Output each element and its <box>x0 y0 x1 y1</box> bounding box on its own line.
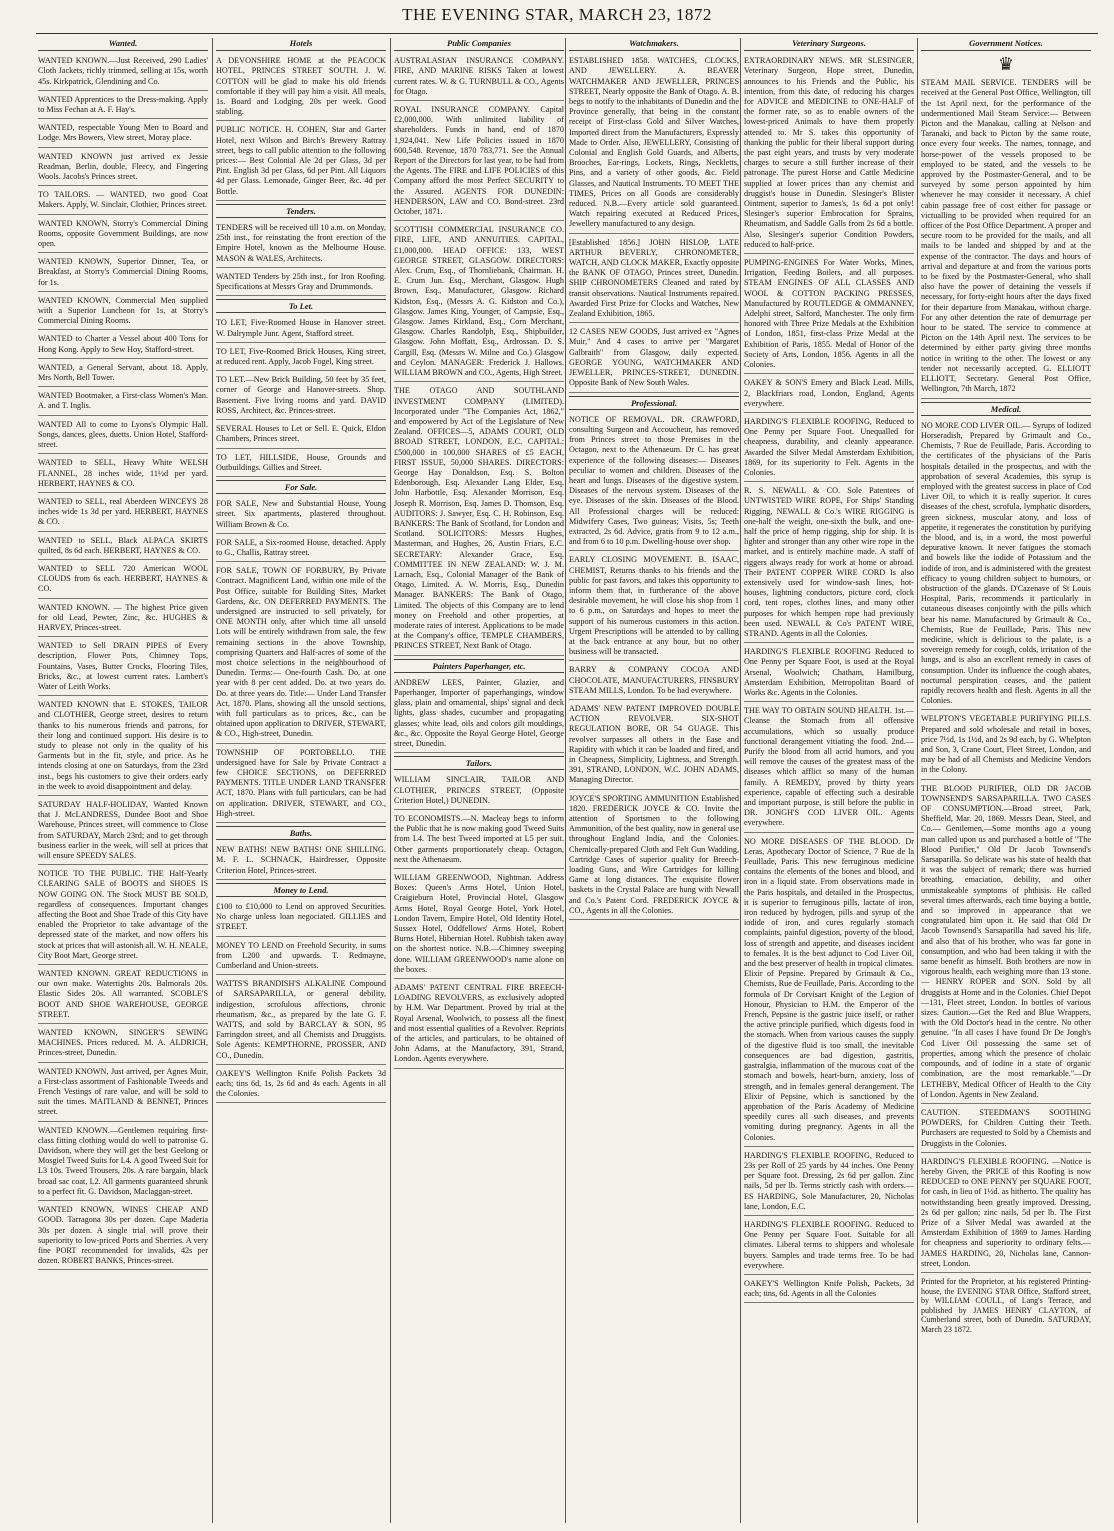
advertisement: TENDERS will be received till 10 a.m. on Monday, 25th inst., for reinstating the front erection of the Empire Hotel, known as the Melbourne House. MASON & WALES, Architects. <box>216 221 386 268</box>
advertisement: TO TAILORS. — WANTED, two good Coat Makers. Apply, W. Sinclair, Clothier, Princes street. <box>38 188 208 214</box>
advertisement: TO LET, HILLSIDE, House, Grounds and Outbuildings. Gillies and Street. <box>216 451 386 477</box>
advertisement: SEVERAL Houses to Let or Sell. E. Quick, Eldon Chambers, Princes street. <box>216 422 386 448</box>
advertisement: WANTED to SELL, Black ALPACA SKIRTS quilted, 8s 6d each. HERBERT, HAYNES & CO. <box>38 534 208 560</box>
advertisement: FOR SALE, TOWN OF FORBURY, By Private Contract. Magnificent Land, within one mile of the Post Office, suitable for Building Sites, Market Gardens, &c. ON DEFERRED PAYMENTS. The undersigned are instructed to sell privately, for ONE MONTH only, after which time all unsold Lots will be entirely withdrawn from sale, the few remaining sections in the above Township, comprising Quarters and Half-acres of some of the most choice selections in the neighbourhood of Dunedin. Terms:— One-fourth Cash. Do. at one year with 8 per cent added. Do. at two years do. Do. at three years do. Title:— Under Land Transfer Act, 1870. Plans, showing all the unsold sections, with full particulars as to prices, &c., can be obtained upon application to DRIVER, STEWART, & CO., High-street, Dunedin. <box>216 564 386 743</box>
advertisement: [Established 1856.] JOHN HISLOP, LATE ARTHUR BEVERLY, CHRONOMETER, WATCH, AND CLOCK MAKER, Exactly opposite the BANK OF OTAGO, Princes street, Dunedin. SHIP CHRONOMETERS Cleaned and rated by transit observations. Nautical Instruments repaired. Awarded First Prize for Clocks and Watches, New Zealand Exhibition, 1865. <box>569 236 739 324</box>
advertisement: ADAMS' PATENT CENTRAL FIRE BREECH-LOADING REVOLVERS, as exclusively adopted by H.M. War Department. Proved by trial at the Royal Arsenal, Woolwich, to possess all the finest and most essential qualities of a Revolver. Reprints of the articles, and particulars, to be obtained of John Adams, at the Manufactory, 391, Strand, London. Agents everywhere. <box>394 981 564 1069</box>
advertisement: WILLIAM GREENWOOD, Nightman. Address Boxes: Queen's Arms Hotel, Union Hotel, Craigieburn Hotel, Provincial Hotel, Glasgow Arms Hotel, Royal George Hotel, York Hotel, London Tavern, Empire Hotel, Old Identity Hotel, Sussex Hotel, Oddfellows' Arms Hotel, Robert Burns Hotel, Hibernian Hotel. Rubbish taken away on the shortest notice. N.B.—Chimney sweeping done. WILLIAM GREENWOOD's name alone on the boxes. <box>394 871 564 979</box>
advertisement: ESTABLISHED 1858. WATCHES, CLOCKS, AND JEWELLERY. A. BEAVER WATCHMAKER AND JEWELLER, PRINCES STREET, Nearly opposite the Bank of Otago. A. B. begs to notify to the inhabitants of Dunedin and the Province generally, that being in the constant receipt of First-class Gold and Silver Watches, Imported direct from the Manufacturers, Expressly Made to Order. Also, JEWELLERY, Consisting of Colonial and English Gold Guards, and Alberts, Brooches, Ear-rings, Lockets, Rings, Neckletts, Pins, and a variety of other goods, &c. Field Glasses, and Nautical Instruments. TO MEET THE TIMES, Prices on all Goods are considerably reduced. N.B.—Every article sold guaranteed. Watch repairing executed at Reduced Prices, Jewellery manufactured to any design. <box>569 54 739 233</box>
advertisement: CAUTION. STEEDMAN'S SOOTHING POWDERS, for Children Cutting their Teeth. Purchasers are requested to Sold by a Chemists and Druggists in the Colonies. <box>921 1106 1091 1153</box>
advertisement: WANTED KNOWN that E. STOKES, TAILOR and CLOTHIER, George street, desires to return thanks to his numerous friends and patrons, for their long and continued support. His desire is to study to please not only in the quality of his Garments but in the fit, style, and price. As he intends closing at one on Saturdays, from the 23rd inst., begs his customers to give their orders early in the week to avoid disappointment and delay. <box>38 698 208 796</box>
advertisement: ANDREW LEES, Painter, Glazier, and Paperhanger, Importer of paperhangings, window glass, plain and ornamental, ships' signal and deck lights, glass shades, cucumber and propagating glasses; white lead, oils and colors gilt mouldings, &c., &c. Opposite the Royal George Hotel, George street, Dunedin. <box>394 676 564 753</box>
advertisement: THE BLOOD PURIFIER, OLD DR JACOB TOWNSEND'S SARSAPARILLA. TWO CASES OF CONSUMPTION.—Broad street, Park, Sheffield, Mar. 20, 1869. Messrs Dean, Steel, and Co.— Gentlemen,—Some months ago a young man called upon us and purchased a bottle of "The Blood Purifier," Old Dr Jacob Townsend's Sarsaparilla. So delicate was his state of health that it was the subject of remark; there was hurried breathing, emaciation, debility, and other unmistakeable symptoms of phthisis. He called several times afterwards, each time buying a bottle, and so improved in appearance that we congratulated him upon it. He said that Old Dr Jacob Townsend's Sarsaparilla had saved his life, and also that of his brother, who was far gone in consumption, and who had been taking it with the same benefit as himself. Both brothers are now in vigorous health, each weighing more than 13 stone.— HENRY ROPER and SON. Sold by all druggists at Home and in the Colonies. Chief Depot—131, Fleet street, London. In bottles of various sizes. Caution.—Get the Red and Blue Wrappers, with the Old Doctor's head in the centre. No other genuine. "In all cases I have found Dr De Jongh's Cod Liver Oil possessing the same set of properties, among which the presence of cholaic compounds, and of iodine in a state of organic combination, are the most remarkable."—Dr LETHEBY, Medical Officer of Health to the City of London. Agents in New Zealand. <box>921 782 1091 1104</box>
advertisement: £100 to £10,000 to Lend on approved Securities. No charge unless loan negociated. GILLIES and STREET. <box>216 900 386 937</box>
advertisement: WANTED KNOWN, SINGER'S SEWING MACHINES. Prices reduced. M. A. ALDRICH, Princes-street, Dunedin. <box>38 1026 208 1063</box>
advertisement: NOTICE TO THE PUBLIC. THE Half-Yearly CLEARING SALE of BOOTS and SHOES IS NOW GOING ON. The Stock MUST BE SOLD, regardless of consequences. Important changes affecting the Boot and Shoe Trade of this City have enabled the Proprietor to take advantage of the depressed state of the market, and now offers his stock at prices that will astonish all. W. H. NEALE, City Boot Mart, George street. <box>38 867 208 965</box>
printer-imprint: Printed for the Proprietor, at his registered Printing-house, the EVENING STAR Office, Stafford street, by WILLIAM COULL, of Lang's Terrace, and published by JAMES HENRY CLAYTON, of Cumberland street, both of Dunedin. SATURDAY, March 23 1872. <box>921 1276 1091 1334</box>
advertisement: HARDING'S FLEXIBLE ROOFING, Reduced to One Penny per Square Foot. Unequalled for cheapness, durability, and cleanly appearance. Awarded the Silver Medal Amsterdam Exhibition, 1869, for its superiority to Felt. Agents in the Colonies. <box>744 415 914 482</box>
advertisement: WANTED All to come to Lyons's Olympic Hall. Songs, dances, glees, duetts. Union Hotel, Stafford-street. <box>38 418 208 455</box>
advertisement: JOYCE'S SPORTING AMMUNITION Established 1820. FREDERICK JOYCE & CO. Invite the attention of Sportsmen to the following Ammunition, of the best quality, now in general use throughout England India, and the Colonies. Chemically-prepared Cloth and Felt Gun Wadding, Cartridge Cases of superior quality for Breech-loading Guns, and Wire Cartridges for killing Game at long distances. The exquisite flower baskets in the Crystal Palace are hung with Newall and Co.'s Patent Cord. FREDERICK JOYCE & CO., Agents in all the Colonies. <box>569 792 739 920</box>
section-heading: For Sale. <box>216 480 386 494</box>
advertisement: NOTICE OF REMOVAL. DR. CRAWFORD, consulting Surgeon and Accoucheur, has removed from Princes street to those Premises in the Octagon, next to the Athenaeum. Dr C. has great experience of the following diseases:— Diseases peculiar to women and children. Diseases of the heart and lungs. Diseases of the digestive system. Diseases of the nervous system. Diseases of the eye. Diseases of the skin. Diseases of the Blood. All Professional charges will be reduced: Midwifery Cases, Two guineas; Visits, 5s; Teeth extracted, 2s 6d. Advice, gratis from 9 to 12 a.m., and from 6 to 10 p.m. Dwelling-house over shop. <box>569 413 739 552</box>
advertisement: WANTED KNOWN, Superior Dinner, Tea, or Breakfast, at Storry's Commercial Dining Rooms, for 1s. <box>38 255 208 292</box>
advertisement: PUBLIC NOTICE. H. COHEN, Star and Garter Hotel, next Wilson and Birch's Brewery Rattray street, begs to call public attention to the following prices:— Best Colonial Ale 2d per Glass, 3d per Pint. English 3d per Glass, 6d per Pint. All Liquors 4d per Glass. Lemonade, Ginger Beer, &c. 4d per Bottle. <box>216 123 386 200</box>
advertisement: WANTED to Charter a Vessel about 400 Tons for Hong Kong. Apply to Sew Hoy, Stafford-street. <box>38 332 208 358</box>
column-divider <box>390 38 391 1523</box>
advertisement: OAKEY'S Wellington Knife Polish, Packets, 3d each; tins, 6d. Agents in all the Colonies <box>744 1277 914 1303</box>
advertisement: WANTED to SELL, real Aberdeen WINCEYS 28 inches wide 1s 3d per yard. HERBERT, HAYNES & CO. <box>38 495 208 532</box>
advertisement: NO MORE COD LIVER OIL.— Syrups of Iodized Horseradish, Prepared by Grimault and Co., Chemists, 7 Rue de Feuillade, Paris. According to the certificates of the physicians of the Paris hospitals detailed in the prospectus, and with the approbation of several Academies, this syrup is employed with the greatest success in place of Cod Liver Oil, to which it is really superior. It cures diseases of the chest, scrofula, lymphatic disorders, green sickness, muscular atony, and loss of appetite, it regenerates the constitution by purifying the blood, and is, in a word, the most powerful depurative known. It never fatigues the stomach and bowels like the iodide of Potassium and the iodide of iron, and is administered with the greatest efficacy to young children subject to humours, or obstruction of the glands. D'Cazenave of St Louis Hospital, Paris, recommends it particularly in cutaneous diseases conjointly with the pills which bear his name. Manufactured by Grimault & Co., Chemists, Rue de Feuillade, Paris. This new medicine, which is delicious to the palate, is a sovereign remedy for cough, colds, irritation of the lungs, and is also an excellent remedy in cases of consumption. Under its influence the cough abates, nocturnal perspiration ceases, and the patient rapidly recovers health and flesh. Agents in all the Colonies. <box>921 419 1091 711</box>
column-heading: Government Notices. <box>921 38 1091 51</box>
section-heading: Painters Paperhanger, etc. <box>394 659 564 673</box>
advertisement: WANTED KNOWN.—Gentlemen requiring first-class fitting clothing would do well to patronise G. Davidson, where they will get the best Geelong or Mosgiel Tweed Suits for L4. A good Tweed Suit for L3 10s. Tweed Trousers, 20s. A rare bargain, black broad sac coat, L2. All garments guaranteed shrunk to a perfect fit. G. Davidson, Maclaggan-street. <box>38 1124 208 1201</box>
section-heading: Tenders. <box>216 204 386 218</box>
column-heading: Public Companies <box>394 38 564 51</box>
advertisement: OAKEY'S Wellington Knife Polish Packets 3d each; tins 6d, 1s, 2s 6d and 4s each. Agents in all the Colonies. <box>216 1067 386 1104</box>
advertisement: 12 CASES NEW GOODS, Just arrived ex "Agnes Muir," And 4 cases to arrive per "Margaret Galbraith" from Glasgow, daily expected. GEORGE YOUNG, WATCHMAKER AND JEWELLER, PRINCES-STREET, DUNEDIN. Opposite Bank of New South Wales. <box>569 325 739 392</box>
advertisement: TO LET, Five-Roomed House in Hanover street. W. Dalrymple Junr. Agent, Stafford street. <box>216 316 386 342</box>
advertisement: TOWNSHIP OF PORTOBELLO. THE undersigned have for Sale by Private Contract a few CHOICE SECTIONS, on DEFERRED PAYMENTS. TITLE UNDER LAND TRANSFER ACT, 1870. Plans with full particulars, can be had on application. DRIVER, STEWART, and CO., High-street. <box>216 746 386 823</box>
advertisement: WANTED Tenders by 25th inst., for Iron Roofing. Specifications at Messrs Gray and Drummonds. <box>216 270 386 296</box>
advertisement: THE WAY TO OBTAIN SOUND HEALTH. 1st.—Cleanse the Stomach from all offensive accumulations, which so usually produce functional derangement vitiating the food. 2nd.—Purify the blood from all acrid humors, and you will remove the causes of the greatest mass of the diseases which afflict so many of the human family. A REMEDY, proved by thirty years experience, capable of effecting such a desirable and important purpose, is still before the public in DR. JONGH'S COD LIVER OIL. Agents everywhere. <box>744 704 914 832</box>
advertisement: WANTED KNOWN. GREAT REDUCTIONS in our own make. Watertights 20s. Balmorals 20s. Elastic Sides 20s. All warranted. SCOBLE'S BOOT AND SHOE WAREHOUSE, GEORGE STREET. <box>38 967 208 1024</box>
advertisement: HARDING'S FLEXIBLE ROOFING Reduced to One Penny per Square Foot, is used at the Royal Arsenal, Woolwich; Chatham, Hamilburg, Amsterdam Exhibition, Metropolitan Board of Works &c. Agents in the Colonies. <box>744 645 914 702</box>
column-veterinary-surgeons <box>744 38 914 1523</box>
advertisement: ROYAL INSURANCE COMPANY. Capital £2,000,000. With unlimited liability of shareholders. Funds in hand, end of 1870 1,924,041. New Life Policies issued in 1870 600,548. Revenue, 1870 783,771. See the Annual Report of the Directors for last year, to be had from the Agents. The FIRE and LIFE POLICIES of this Company afford the most Perfect SECURITY to the Assured. AGENTS FOR DUNEDIN: HENDERSON, LAW and CO. Bond-street. 23rd October, 1871. <box>394 103 564 221</box>
advertisement: WELPTON'S VEGETABLE PURIFYING PILLS. Prepared and sold wholesale and retail in boxes, price 7½d, 1s 1½d, and 2s 9d each, by G. Whelpton and Son, 3, Crane Court, Fleet Street, London, and may be had of all Chemists and Medicine Vendors in the Colony. <box>921 712 1091 779</box>
advertisement: R. S. NEWALL & CO. Sole Patentees of UNTWISTED WIRE ROPE, For Ships' Standing Rigging, NEWALL & Co.'s WIRE RIGGING is one-half the weight, one-sixth the bulk, and one-half the price of hemp rigging, ship for ship. It is lighter and stronger than any other wire rope in the market, and is entirely machine made. A staff of riggers always ready for work at home or abroad. Their PATENT COPPER WIRE CORD Is also extensively used for window-sash lines, hot-houses, lightning conductors, picture cord, clock cord, tent ropes, clothes lines, and many other purposes for which hempen rope had previously been used. NEWALL & Co's PATENT WIRE, STRAND. Agents in all the Colonies. <box>744 484 914 643</box>
column-heading: Watchmakers. <box>569 38 739 51</box>
advertisement: WANTED Bootmaker, a First-class Women's Man. A. and T. Inglis. <box>38 389 208 415</box>
advertisement: TO LET.—New Brick Building, 50 feet by 35 feet, corner of George and Hanover-streets. Shop. Basement. Five living rooms and yard. DAVID ROSS, Architect, &c. Princes-street. <box>216 373 386 420</box>
advertisement: TO ECONOMISTS.—N. Macleay begs to inform the Public that he is now making good Tweed Suits from L4. The best Tweed imported at L5 per suit. Other garments proportionately cheap. Octagon, next the Athenaeum. <box>394 812 564 869</box>
advertisement: PUMPING-ENGINES For Water Works, Mines, Irrigation, Feeding Boilers, and all purposes. STEAM ENGINES OF ALL CLASSES AND WOOL & COTTON PACKING PRESSES, Manufactured by ROUTLEDGE & OMMANNEY, Adelphi street, Salford, Manchester. The only firm honored with Three Prize Medals at the Exhibition of London, 1851, first-class Prize Medal at the Exhibition of Paris, 1855. Medal of Honor of the Society of Arts, London, 1856. Agents in all the Colonies. <box>744 256 914 374</box>
section-heading: To Let. <box>216 299 386 313</box>
column-government-notices <box>921 38 1091 1523</box>
advertisement: TO LET, Five-Roomed Brick Houses, King street, at reduced rent. Apply, Jacob Fogel, King street. <box>216 345 386 371</box>
advertisement: EARLY CLOSING MOVEMENT. B. ISAAC, CHEMIST, Returns thanks to his friends and the public for past favors, and takes this opportunity to inform them that, in furtherance of the above desirable movement, he will close his shop from 1 to 6 p.m., on Saturdays and hopes to meet the support of his numerous customers in this action. Urgent Prescriptions will be attended to by calling at the back entrance at any hour, but no other business will be transacted. <box>569 553 739 661</box>
advertisement: SCOTTISH COMMERCIAL INSURANCE CO. FIRE, LIFE, AND ANNUITIES. CAPITAL, £1,000,000. HEAD OFFICE: 133, WEST GEORGE STREET, GLASGOW. DIRECTORS: Alex. Crum, Esq., of Thornliebank, Chairman. H. E. Crum Jun. Esq., Merchant, Glasgow. Hugh Brown, Esq., Manufacturer, Glasgow. Richard Kidston, Esq., (Messrs A. G. Kidston and Co.), Glasgow. James King, Younger, of Campsie, Esq., Glasgow. James Kirkland, Esq., Corn Merchant, Glasgow. Charles Randolph, Esq., Shipbuilder, Glasgow. John Moffatt, Esq., Ardrossan. D. S. Cargill, Esq. (Messrs W. Milne and Co.) Glasgow and Ceylon. MANAGER: Frederick J. Hallows. WILLIAM BROWN and CO., Agents, High Street. <box>394 223 564 382</box>
advertisement: WANTED to SELL 720 American WOOL CLOUDS from 6s each. HERBERT, HAYNES & CO. <box>38 562 208 599</box>
advertisement: EXTRAORDINARY NEWS. MR SLESINGER, Veterinary Surgeon, Hope street, Dunedin, announces to his Friends and the Public, his intention, from this date, of reducing his charges for ADVICE and MEDICINE to ONE-HALF of the former rate, so as to enable owners of the lowest-priced Animals to have them properly attended to. Mr S. takes this opportunity of thanking the public for their liberal support during the past eight years, and trusts by very moderate charges to secure a still further increase of their patronage. The purest Horse and Cattle Medicine supplied at lower prices than any chemist and druggist's house in Dunedin. Slesinger's Blister Ointment, superior to James's, 1s 6d a pot only! Slesinger's superior Embrocation for Sprains, Rheumatism, and Saddle Galls from 2s 6d a bottle. Also, Slesinger's superior Condition Powders, reduced to half-price. <box>744 54 914 254</box>
section-heading: Baths. <box>216 826 386 840</box>
column-divider <box>565 38 566 1523</box>
advertisement: MONEY TO LEND on Freehold Security, in sums from L200 and upwards. T. Redmayne, Cumberland and Union-streets. <box>216 939 386 976</box>
masthead-title: THE EVENING STAR, MARCH 23, 1872 <box>402 5 712 24</box>
advertisement: WANTED, respectable Young Men to Board and Lodge. Mrs Bowers, View street, Moray place. <box>38 121 208 147</box>
column-watchmakers <box>569 38 739 1523</box>
advertisement: OAKEY & SON'S Emery and Black Lead. Mills, 2, Blackfriars road, London, England, Agents everywhere. <box>744 376 914 413</box>
advertisement: WANTED KNOWN, Commercial Men supplied with a Superior Luncheon for 1s, at Storry's Commercial Dining Rooms. <box>38 294 208 331</box>
advertisement: HARDING'S FLEXIBLE ROOFING, Reduced to 23s per Roll of 25 yards by 44 inches. One Penny per Square foot. Dressing, 2s 6d per gallon. Zinc nails, 5d per lb. Terms strictly cash with orders.— ES HARDING, Sole Manufacturer, 20, Nicholas lane, London, E.C. <box>744 1149 914 1216</box>
column-heading: Veterinary Surgeons. <box>744 38 914 51</box>
column-heading: Hotels <box>216 38 386 51</box>
advertisement: THE OTAGO AND SOUTHLAND INVESTMENT COMPANY (LIMITED). Incorporated under "The Companies Act, 1862," and empowered by Act of the Legislature of New Zealand. OFFICES—5, ADAMS COURT, OLD BROAD STREET, LONDON, E.C. CAPITAL: £500,000 in 100,000 SHARES of £5 EACH, FIRST ISSUE, 50,000 SHARES. DIRECTORS: George Hay Donaldson, Esq. S. Bolton Edenborough, Esq. Alexander Lang Elder, Esq. John Harbottle, Esq. Alexander Morrison, Esq. Joseph R. Morrison, Esq. James D. Thomson, Esq. AUDITORS: J. Sawyer, Esq. C. H. Robinson, Esq. BANKERS: The Bank of Scotland, for London and Scotland. SOLICITORS: Messrs Hughes, Masterman, and Hughes, 26, Austin Friars, E.C. SECRETARY: Alexander Grace, Esq. COMMITTEE IN NEW ZEALAND: W. J. M. Larnach, Esq., Colonial Manager of the Bank of Otago, Limited. A. W. Morris, Esq., Dunedin Manager. BANKERS: The Bank of Otago, Limited. The objects of this Company are to lend money on Freehold and other properties, at moderate rates of interest. Applications to be made at the Company's office, TEMPLE CHAMBERS, PRINCES STREET, Next Bank of Otago. <box>394 384 564 655</box>
column-divider <box>917 38 918 1523</box>
advertisement: NEW BATHS! NEW BATHS! ONE SHILLING. M. F. L. SCHNACK, Hairdresser, Opposite Criterion Hotel, Princes-street. <box>216 843 386 880</box>
advertisement: WANTED KNOWN just arrived ex Jessie Readman, Berlin, double, Fleecy, and Fingering Wools. Jacobs's Princes street. <box>38 150 208 187</box>
masthead-rule <box>36 33 1098 34</box>
advertisement: WILLIAM SINCLAIR, TAILOR AND CLOTHIER, PRINCES STREET, (Opposite Criterion Hotel,) DUNEDIN. <box>394 773 564 810</box>
advertisement: SATURDAY HALF-HOLIDAY, Wanted Known that J. McLANDRESS, Dundee Boot and Shoe Warehouse, Princes street, will commence to Close from SATURDAY, March 23rd; and to get through business earlier in the week, will sell at prices that will ensure SPEEDY SALES. <box>38 798 208 865</box>
advertisement: HARDING'S FLEXIBLE ROOFING. Reduced to One Penny per Square Foot. Suitable for all climates. Liberal terms to shippers and wholesale buyers. Samples and trade terms free. To be had everywhere. <box>744 1218 914 1275</box>
section-heading: Medical. <box>921 402 1091 416</box>
advertisement: WANTED KNOWN, Just arrived, per Agnes Muir, a First-class assortment of Fashionable Tweeds and French Vestings of rare value, and will be sold to suit the times. MAITLAND & BENNET, Princes street. <box>38 1065 208 1122</box>
advertisement: WANTED KNOWN. — The highest Price given for old Lead, Pewter, Zinc, &c. HUGHES & HARVEY, Princes-street. <box>38 601 208 638</box>
column-divider <box>212 38 213 1523</box>
section-heading: Money to Lend. <box>216 883 386 897</box>
advertisement: WANTED KNOWN, Storry's Commercial Dining Rooms, opposite Government Buildings, are now open. <box>38 217 208 254</box>
advertisement: WANTED Apprentices to the Dress-making. Apply to Miss Fechan at A. F. Hay's. <box>38 93 208 119</box>
advertisement: WATTS'S BRANDISH'S ALKALINE Compound of SARSAPARILLA, or general debility, indigestion, scrofulous affections, chronic rheumatism, &c., as prepared by the late G. F. WATTS, and sold by BARCLAY & SON, 95 Farringdon street, and all Chemists and Druggists. Sole Agents: KEMPTHORNE, PROSSER, AND CO., Dunedin. <box>216 977 386 1065</box>
column-wanted <box>38 38 208 1523</box>
column-divider <box>740 38 741 1523</box>
column-hotels <box>216 38 386 1523</box>
royal-crest-icon: ♛ <box>997 54 1015 75</box>
column-heading: Wanted. <box>38 38 208 51</box>
advertisement: ADAMS' NEW PATENT IMPROVED DOUBLE ACTION REVOLVER. SIX-SHOT REGULATION BORE, OR 54 GUAGE. This revolver surpasses all others in the Ease and Rapidity with which it can be loaded and fired, and in Cheapness, Simplicity, Lightness, and Strength. 391, STRAND, LONDON, W.C. JOHN ADAMS, Managing Director. <box>569 702 739 790</box>
advertisement: FOR SALE, a Six-roomed House, detached. Apply to G., Challis, Rattray street. <box>216 536 386 562</box>
advertisement: FOR SALE, New and Substantial House, Young street. Six apartments, plastered throughout. William Brown & Co. <box>216 497 386 534</box>
advertisement: WANTED, a General Servant, about 18. Apply, Mrs North, Bell Tower. <box>38 361 208 387</box>
advertisement: WANTED KNOWN, WINES CHEAP AND GOOD. Tarragona 30s per dozen. Cape Maderia 30s per dozen. A single trial will prove their superiority to low-priced Ports and Sherries. A very fine PORT recommended for invalids, 42s per dozen. ROBERT BANKS, Princes-street. <box>38 1203 208 1270</box>
advertisement: WANTED to SELL, Heavy White WELSH FLANNEL, 28 inches wide, 11½d per yard. HERBERT, HAYNES & CO. <box>38 456 208 493</box>
section-heading: Professional. <box>569 396 739 410</box>
advertisement: HARDING'S FLEXIBLE ROOFING. —Notice is hereby Given, the PRICE of this Roofing is now REDUCED to ONE PENNY per SQUARE FOOT, for cash, in lieu of 1½d. as hitherto. The quality has notwithstanding been greatly improved. Dressing, 2s 6d per gallon; zinc nails, 5d per lb. The First Prize of a Silver Medal was awarded at the Amsterdam Exhibition of 1869 to James Harding for cheapness and superiority to ordinary felts.—JAMES HARDING, 20, Nicholas lane, Cannon-street, London. <box>921 1155 1091 1273</box>
section-heading: Tailors. <box>394 756 564 770</box>
column-public-companies <box>394 38 564 1523</box>
advertisement: BARRY & COMPANY COCOA AND CHOCOLATE, MANUFACTURERS, FINSBURY STEAM MILLS, London. To be had everywhere. <box>569 663 739 700</box>
advertisement: A DEVONSHIRE HOME at the PEACOCK HOTEL, PRINCES STREET SOUTH. J. W. COTTON will be glad to make his old friends comfortable if they will pay him a visit. All meals, 1s. Board and Lodging, 20s per week. Good stabling. <box>216 54 386 121</box>
advertisement: WANTED KNOWN.—Just Received, 290 Ladies' Cloth Jackets, richly trimmed, selling at 15s, worth 45s. Kirkpatrick, Glendining and Co. <box>38 54 208 91</box>
advertisement: AUSTRALASIAN INSURANCE COMPANY. FIRE, AND MARINE RISKS Taken at lowest current rates. W. & G. TURNBULL & CO., Agents for Otago. <box>394 54 564 101</box>
advertisement: WANTED to Sell DRAIN PIPES of Every description, Flower Pots, Chimney Tops, Fountains, Vases, Butter Crocks, Flooring Tiles, Bricks, &c., at lowest current rates. Lambert's Water of Leith Works. <box>38 639 208 696</box>
advertisement: NO MORE DISEASES OF THE BLOOD. Dr Leras, Apothecary Doctor of Science, 7 Rue de la Feuillade, Paris. This new ferruginous medicine contains the elements of the bones and blood, and iron in a liquid state. From observations made in the Paris hospitals, and detailed in the Prospectus, it is superior to ferruginous pills, lactate of iron, iron reduced by hydrogen, pills and syrup of the iodide of iron, and cures regularly stomach complaints, painful digestion, poverty of the blood, loss of strength and appetite, and diseases incident to females. It is the best adjunct to Cod Liver Oil, and the best preserver of health in tropical climates. Elixir of Pepsine. Prepared by Grimault & Co., Chemists, Rue de Feuillade, Paris. According to the formula of Dr Corvisart Knight of the Legion of Honour, Physician to H.M. the Emperor of the French, Pepsine is the gastric juice itself, or rather the active principle purified, which digests food in the stomach. When from various causes the supply of the digestive fluid is too small, the inevitable consequences are bad digestion, gastritis, gastralgia, inflammation of the mucous coat of the stomach and bowels, heart-burn, anxiety, loss of strength, and in females general derangement. The Elixir of Pepsine, which is sanctioned by the approbation of the Paris Academy of Medicine speedily cures all such diseases, and prevents vomiting during pregnancy. Agents in all the Colonies. <box>744 835 914 1147</box>
advertisement: STEAM MAIL SERVICE. TENDERS will be received at the General Post Office, Wellington, till the 1st April next, for the performance of the undermentioned Mail Steam Service:— Between Picton and the Manakau, calling at Nelson and Taranaki, and back to Picton by the same route, once every four weeks. The names, tonnage, and horse-power of the vessels proposed to be employed to be stated, and the vessels to be approved by the Postmaster-General, and to be surveyed by some person appointed by him whenever he may consider it necessary. A chief cabin passage free of cost either for passage or victualling to be provided when required for an officer of the Post Office Department. A proper and secure room to be provided for the mails, and all mails to be landed and shipped by and at the expense of the contractor. The days and hours of arrival and departure at and from the various ports to be fixed by the Postmaster-General, who shall also have the power of detaining the vessels if necessary, for forty-eight hours after the days fixed for their departure from Manakau, without charge. For any other detention the rate of demurrage per hour to be stated. The service to commence at Picton on the 14th April next. The services to be determined by either party giving three months notice in writing to the other. The lowest or any tender not necessarily accepted. G. ELLIOTT ELLIOTT, Secretary. General Post Office, Wellington, 7th March, 1872 <box>921 76 1091 398</box>
